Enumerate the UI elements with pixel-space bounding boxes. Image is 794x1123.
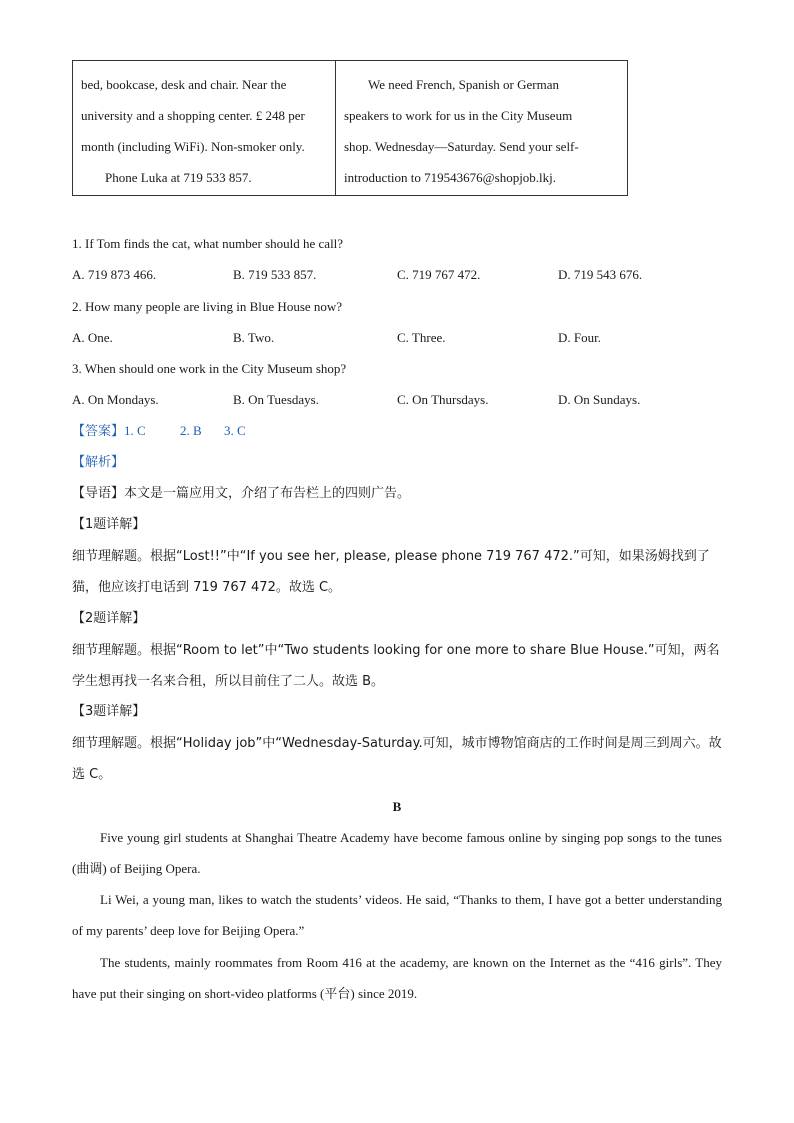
answer-2: 2. B [180, 423, 202, 438]
section-b-paragraph-1 [72, 822, 722, 884]
question-2-option-c: C. Three. [397, 330, 446, 345]
section-b-paragraph-2 [72, 884, 722, 946]
answer-row [72, 421, 246, 442]
ad-job-line-1: We need French, Spanish or German [368, 77, 560, 92]
q1-detail-text: 细节理解题。根据“Lost!!”中“If you see her, please, please phone 719 767 472.”可知，如果汤姆找到了猫，他应该打电话到 719 767 472。故选 C。 [72, 549, 710, 595]
question-1-option-b: B. 719 533 857. [233, 267, 317, 282]
ad-job-line-3: shop. Wednesday—Saturday. Send your self- [344, 139, 579, 154]
section-b-paragraph-2-text: Li Wei, a young man, likes to watch the students’ videos. He said, “Thanks to them, I have got a better understanding of my parents’ deep love for Beijing Opera.” [72, 892, 722, 938]
question-1-stem: 1. If Tom finds the cat, what number should he call? [72, 236, 344, 251]
question-1-option-c: C. 719 767 472. [397, 267, 481, 282]
question-2-option-d: D. Four. [558, 330, 601, 345]
ad-room-line-2: university and a shopping center. £ 248 per [81, 108, 305, 123]
question-1-option-a: A. 719 873 466. [72, 267, 157, 282]
question-3-option-d: D. On Sundays. [558, 392, 641, 407]
q3-detail-text: 细节理解题。根据“Holiday job”中“Wednesday-Saturday.可知，城市博物馆商店的工作时间是周三到周六。故选 C。 [72, 736, 722, 782]
ad-room-cell [73, 61, 336, 195]
ad-room-phone: Phone Luka at 719 533 857. [105, 170, 252, 185]
analysis-label: 【解析】 [72, 455, 125, 470]
question-1-option-d: D. 719 543 676. [558, 267, 643, 282]
answer-1: 1. C [124, 423, 146, 438]
ad-job-line-2: speakers to work for us in the City Museum [344, 108, 573, 123]
ad-table [72, 60, 628, 196]
analysis-guide: 【导语】本文是一篇应用文，介绍了布告栏上的四则广告。 [72, 486, 411, 501]
question-3-option-b: B. On Tuesdays. [233, 392, 319, 407]
section-b-paragraph-3-text: The students, mainly roommates from Room 416 at the academy, are known on the Internet as the “416 girls”. They have put their singing on short-video platforms (平台) since 2019. [72, 955, 722, 1001]
question-3-option-a: A. On Mondays. [72, 392, 159, 407]
q2-detail-title: 【2题详解】 [72, 611, 146, 626]
ad-job-cell [336, 61, 627, 195]
section-b-title: B [392, 799, 402, 814]
section-b-paragraph-3 [72, 947, 722, 1009]
question-3-option-c: C. On Thursdays. [397, 392, 489, 407]
answer-label: 【答案】 [72, 424, 125, 439]
q2-detail-text: 细节理解题。根据“Room to let”中“Two students looking for one more to share Blue House.”可知，两名学生想再找一名来合租，所以目前住了二人。故选 B。 [72, 643, 720, 689]
question-3-stem: 3. When should one work in the City Museum shop? [72, 361, 347, 376]
ad-job-line-4: introduction to 719543676@shopjob.lkj. [344, 170, 557, 185]
ad-room-line-3: month (including WiFi). Non-smoker only. [81, 139, 305, 154]
answer-3: 3. C [224, 423, 246, 438]
question-2-option-a: A. One. [72, 330, 113, 345]
question-2-option-b: B. Two. [233, 330, 275, 345]
q3-detail-title: 【3题详解】 [72, 704, 146, 719]
q1-detail-title: 【1题详解】 [72, 517, 146, 532]
question-2-stem: 2. How many people are living in Blue House now? [72, 299, 343, 314]
section-b-paragraph-1-text: Five young girl students at Shanghai Theatre Academy have become famous online by singing pop songs to the tunes (曲调) of Beijing Opera. [72, 830, 722, 876]
ad-room-line-1: bed, bookcase, desk and chair. Near the [81, 77, 287, 92]
